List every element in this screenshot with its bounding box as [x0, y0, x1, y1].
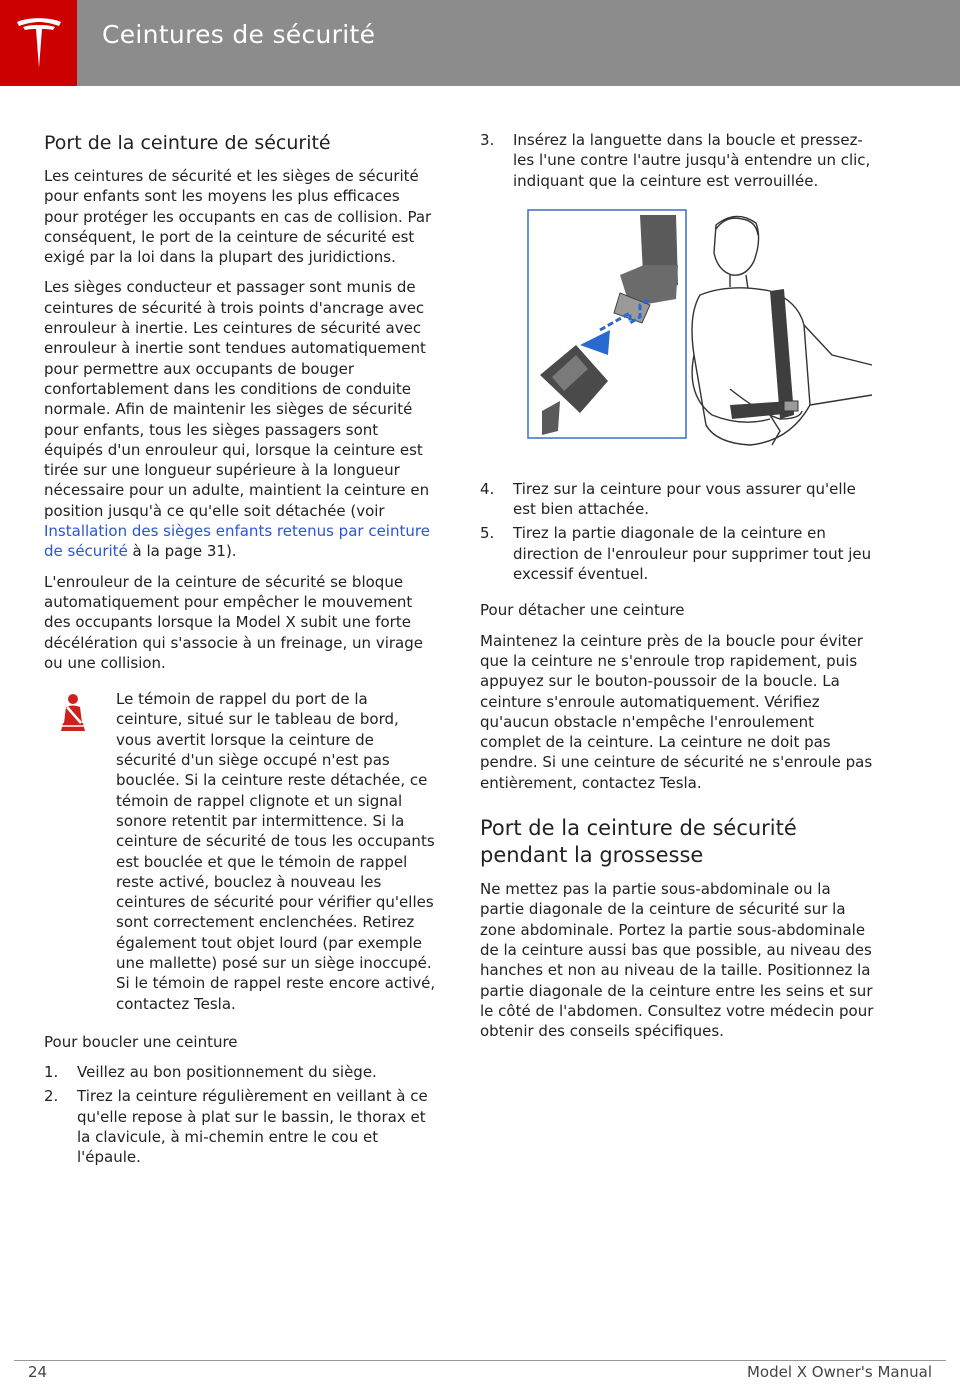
pregnancy-paragraph: Ne mettez pas la partie sous-abdominale ou la partie diagonale de la ceinture de sécurité sur la zone abdominale. Portez la partie sous-abdominale de la ceinture aussi bas que possible, au niveau des hanches et non au niveau de la taille. Positionnez la partie diagonale de la ceinture entre les seins et sur le côté de l'abdomen. Consultez votre médecin pour obtenir des conseils spécifiques.	[480, 880, 874, 1041]
manual-title: Model X Owner's Manual	[746, 1363, 932, 1381]
list-item: 3. Insérez la languette dans la boucle et pressez-les l'une contre l'autre jusqu'à entendre un clic, indiquant que la ceinture est verrouillée.	[480, 131, 871, 190]
page-title: Ceintures de sécurité	[102, 20, 376, 49]
child-seat-link[interactable]: Installation des sièges enfants retenus par ceinture de sécurité	[44, 522, 430, 561]
pregnancy-heading: Port de la ceinture de sécurité pendant la grossesse	[480, 816, 797, 868]
page-number: 24	[28, 1363, 48, 1381]
buckle-steps-final	[480, 479, 876, 584]
retractor-text-end: à la page 31).	[127, 542, 237, 561]
tesla-logo-icon	[15, 16, 63, 70]
warning-block	[44, 689, 436, 1014]
tesla-logo	[0, 0, 77, 86]
intro-paragraph: Les ceintures de sécurité et les sièges de sécurité pour enfants sont les moyens les plus efficaces pour protéger les occupants en cas de collision. Par conséquent, le port de la ceinture de sécurité est exigé par la loi dans la plupart des juridictions.	[44, 167, 432, 267]
buckle-illustration	[480, 205, 876, 467]
unbuckle-subheading: Pour détacher une ceinture	[480, 601, 685, 620]
list-item: 1. Veillez au bon positionnement du siège.	[44, 1063, 377, 1082]
buckle-steps	[44, 1062, 436, 1167]
buckle-steps-continued	[480, 130, 876, 191]
warning-text: Le témoin de rappel du port de la ceinture, situé sur le tableau de bord, vous avertit lorsque la ceinture de sécurité d'un siège occupé n'est pas bouclée. Si la ceinture reste détachée, ce témoin de rappel clignote et un signal sonore retentit par intermittence. Si la ceinture de sécurité de tous les occupants est bouclée et que le témoin de rappel reste activé, bouclez à nouveau les ceintures de sécurité pour vérifier qu'elles sont correctement enclenchées. Retirez également tout objet lourd (par exemple une mallette) posé sur un siège inoccupé. Si le témoin de rappel reste encore activé, contactez Tesla.	[116, 690, 436, 1013]
section-heading: Port de la ceinture de sécurité	[44, 132, 331, 154]
locking-paragraph: L'enrouleur de la ceinture de sécurité se bloque automatiquement pour empêcher le mouvement des occupants lorsque la Model X subit une forte décélération qui s'associe à un freinage, un virage ou une collision.	[44, 572, 423, 672]
seatbelt-warning-icon	[56, 693, 90, 741]
footer-divider	[14, 1360, 946, 1361]
retractor-paragraph	[44, 277, 436, 561]
right-column	[480, 130, 876, 1051]
page-header	[0, 0, 960, 86]
list-item: 5. Tirez la partie diagonale de la ceinture en direction de l'enrouleur pour supprimer tout jeu excessif éventuel.	[480, 524, 872, 584]
left-column	[44, 130, 436, 1172]
unbuckle-paragraph: Maintenez la ceinture près de la boucle pour éviter que la ceinture ne s'enroule trop rapidement, puis appuyez sur le bouton-poussoir de la boucle. La ceinture s'enroule automatiquement. Vérifiez qu'aucun obstacle n'empêche l'enroulement complet de la ceinture. La ceinture ne doit pas pendre. Si une ceinture de sécurité ne s'enroule pas entièrement, contactez Tesla.	[480, 631, 873, 792]
list-item: 4. Tirez sur la ceinture pour vous assurer qu'elle est bien attachée.	[480, 479, 856, 519]
buckle-subheading: Pour boucler une ceinture	[44, 1032, 238, 1051]
list-item: 2. Tirez la ceinture régulièrement en veillant à ce qu'elle repose à plat sur le bassin, le thorax et la clavicule, à mi-chemin entre le cou et l'épaule.	[44, 1087, 428, 1167]
retractor-text: Les sièges conducteur et passager sont munis de ceintures de sécurité à trois points d'ancrage avec enrouleur à inertie. Les ceintures de sécurité avec enrouleur à inertie sont tendues automatiquement pour permettre aux occupants de bouger confortablement dans les conditions de conduite normale. Afin de maintenir les sièges de sécurité pour enfants, tous les sièges passagers sont équipés d'un enrouleur qui, lorsque la ceinture est tirée sur une longueur supérieure à la longueur nécessaire pour un adulte, maintient la ceinture en position jusqu'à ce qu'elle soit détachée (voir	[44, 278, 430, 520]
